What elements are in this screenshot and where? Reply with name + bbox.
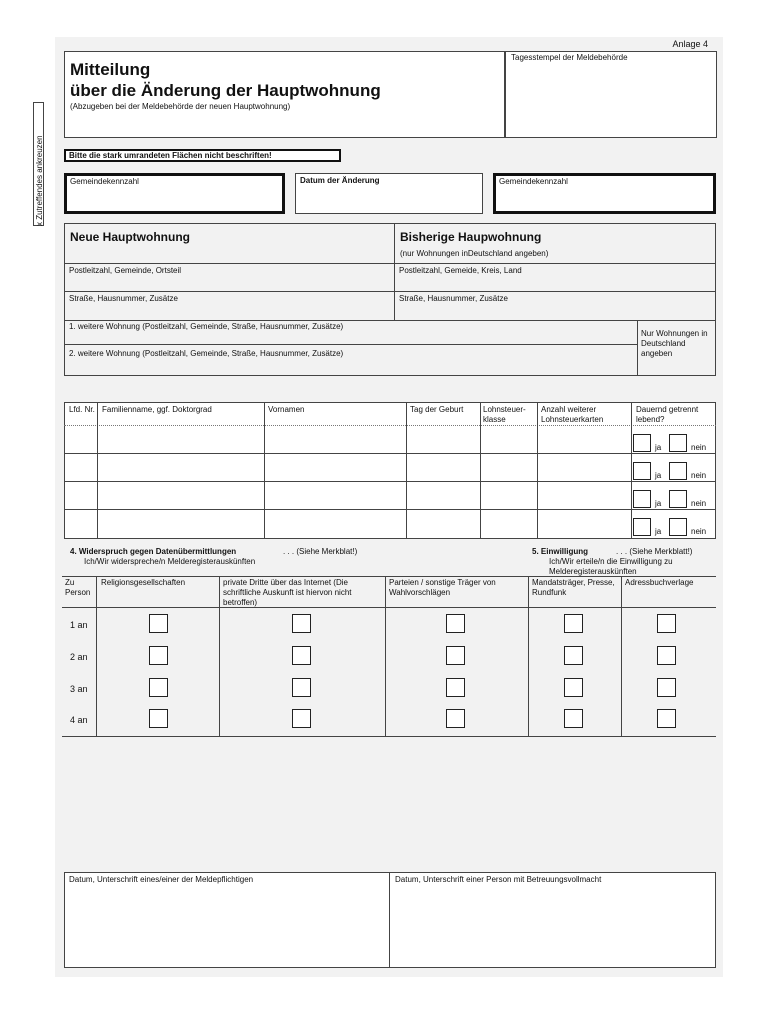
yes-label: ja [655, 471, 662, 480]
no-label: nein [691, 443, 707, 452]
title-box [64, 51, 505, 138]
stamp-label: Tagesstempel der Meldebehörde [511, 53, 628, 62]
title-subtitle: (Abzugeben bei der Meldebehörde der neuen Hauptwohnung) [70, 102, 291, 111]
further-address-1-field[interactable]: 1. weitere Wohnung (Postleitzahl, Gemeinde, Straße, Hausnummer, Zusätze) [69, 322, 344, 331]
col-religion: Religionsgesellschaften [101, 578, 186, 587]
title-line1: Mitteilung [70, 60, 151, 79]
objection-ref: . . . (Siehe Merkblat!) [283, 547, 358, 556]
matrix-row-label: 2 an [70, 652, 88, 662]
side-note: x Zutreffendes ankreuzen [35, 135, 44, 226]
annex-label: Anlage 4 [672, 39, 708, 49]
col-separated: Dauernd getrennt lebend? [636, 405, 699, 424]
change-date-field[interactable] [295, 173, 483, 214]
mandate-checkbox[interactable] [564, 614, 583, 633]
stamp-box[interactable] [505, 51, 717, 138]
private-checkbox[interactable] [292, 709, 311, 728]
signature-right-field[interactable]: Datum, Unterschrift einer Person mit Betreuungsvollmacht [395, 875, 602, 884]
no-label: nein [691, 499, 707, 508]
col-person: Zu Person [65, 578, 91, 597]
separated-no-checkbox[interactable] [669, 462, 687, 480]
address-publisher-checkbox[interactable] [657, 678, 676, 697]
col-family: Familienname, ggf. Doktorgrad [102, 405, 212, 414]
col-tax: Lohnsteuer- klasse [483, 405, 526, 424]
address-publisher-checkbox[interactable] [657, 709, 676, 728]
consent-title: 5. Einwilligung [532, 547, 588, 556]
matrix-row-label: 3 an [70, 684, 88, 694]
gemeinde-code-field-1[interactable] [64, 173, 285, 214]
parties-checkbox[interactable] [446, 709, 465, 728]
religion-checkbox[interactable] [149, 678, 168, 697]
gemeinde-code-label-1: Gemeindekennzahl [70, 177, 139, 186]
separated-yes-checkbox[interactable] [633, 462, 651, 480]
separated-yes-checkbox[interactable] [633, 518, 651, 536]
old-address-note: (nur Wohnungen inDeutschland angeben) [400, 249, 549, 258]
yes-label: ja [655, 499, 662, 508]
title-line2: über die Änderung der Hauptwohnung [70, 81, 381, 100]
col-cards: Anzahl weiterer Lohnsteuerkarten [541, 405, 604, 424]
change-date-label: Datum der Änderung [300, 176, 380, 185]
col-first: Vornamen [268, 405, 305, 414]
old-address-title: Bisherige Haupwohnung [400, 230, 542, 244]
only-germany-note: Nur Wohnungen in Deutschland angeben [641, 329, 708, 358]
signature-left-field[interactable]: Datum, Unterschrift eines/einer der Meldepflichtigen [69, 875, 254, 884]
parties-checkbox[interactable] [446, 614, 465, 633]
private-checkbox[interactable] [292, 646, 311, 665]
signature-section [64, 872, 716, 968]
consent-ref: . . . (Siehe Merkblatt!) [616, 547, 693, 556]
no-label: nein [691, 527, 707, 536]
separated-yes-checkbox[interactable] [633, 434, 651, 452]
yes-label: ja [655, 527, 662, 536]
instruction-text: Bitte die stark umrandeten Flächen nicht beschriften! [69, 151, 272, 160]
gemeinde-code-label-2: Gemeindekennzahl [499, 177, 568, 186]
col-birth: Tag der Geburt [410, 405, 464, 414]
col-private: private Dritte über das Internet (Die schriftliche Auskunft ist hiervon nicht betroffen) [223, 578, 352, 607]
gemeinde-code-field-2[interactable] [493, 173, 716, 214]
further-address-2-field[interactable]: 2. weitere Wohnung (Postleitzahl, Gemeinde, Straße, Hausnummer, Zusätze) [69, 349, 344, 358]
instruction-box [64, 149, 341, 162]
parties-checkbox[interactable] [446, 678, 465, 697]
private-checkbox[interactable] [292, 614, 311, 633]
matrix-row-label: 4 an [70, 715, 88, 725]
mandate-checkbox[interactable] [564, 646, 583, 665]
mandate-checkbox[interactable] [564, 678, 583, 697]
old-street-field[interactable]: Straße, Hausnummer, Zusätze [399, 294, 508, 303]
new-address-title: Neue Hauptwohnung [70, 230, 190, 244]
col-nr: Lfd. Nr. [69, 405, 95, 414]
address-publisher-checkbox[interactable] [657, 646, 676, 665]
religion-checkbox[interactable] [149, 709, 168, 728]
new-street-field[interactable]: Straße, Hausnummer, Zusätze [69, 294, 178, 303]
objection-title: 4. Widerspruch gegen Datenübermittlungen [70, 547, 237, 556]
no-label: nein [691, 471, 707, 480]
separated-no-checkbox[interactable] [669, 518, 687, 536]
col-mandate: Mandatsträger, Presse, Rundfunk [532, 578, 615, 597]
mandate-checkbox[interactable] [564, 709, 583, 728]
col-parties: Parteien / sonstige Träger von Wahlvorschlägen [389, 578, 496, 597]
col-address-publisher: Adressbuchverlage [625, 578, 694, 587]
matrix-row-label: 1 an [70, 620, 88, 630]
religion-checkbox[interactable] [149, 646, 168, 665]
side-note-box [33, 102, 44, 226]
separated-no-checkbox[interactable] [669, 490, 687, 508]
separated-no-checkbox[interactable] [669, 434, 687, 452]
new-plz-field[interactable]: Postleitzahl, Gemeinde, Ortsteil [69, 266, 182, 275]
parties-checkbox[interactable] [446, 646, 465, 665]
consent-text: Ich/Wir erteile/n die Einwilligung zu Melderegisterauskünften [549, 557, 673, 576]
separated-yes-checkbox[interactable] [633, 490, 651, 508]
yes-label: ja [655, 443, 662, 452]
objection-text: Ich/Wir widerspreche/n Melderegisterauskünften [84, 557, 256, 566]
religion-checkbox[interactable] [149, 614, 168, 633]
private-checkbox[interactable] [292, 678, 311, 697]
old-plz-field[interactable]: Postleitzahl, Gemeide, Kreis, Land [399, 266, 522, 275]
address-publisher-checkbox[interactable] [657, 614, 676, 633]
